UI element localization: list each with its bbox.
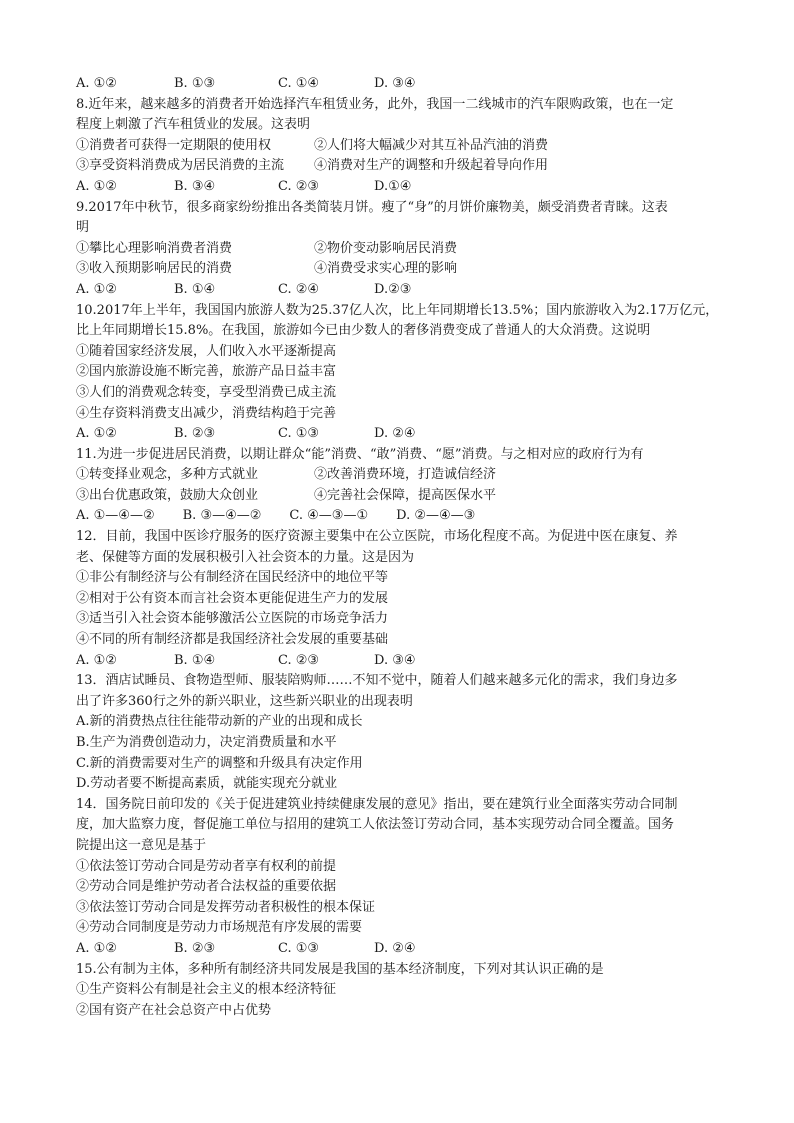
answer-option: A. ①② (76, 281, 117, 297)
statement: ①攀比心理影响消费者消费 (76, 240, 233, 256)
answer-option: B. ②③ (174, 426, 216, 442)
answer-option: B. ③④ (174, 178, 216, 194)
answer-option: C.新的消费需要对生产的调整和升级具有决定作用 (76, 755, 363, 771)
answer-row-q7 (76, 74, 726, 95)
statement: ③享受资料消费成为居民消费的主流 (76, 158, 285, 174)
question-stem: 度，加大监察力度，督促施工单位与招用的建筑工人依法签订劳动合同，基本实现劳动合同全覆盖。国务 (76, 817, 675, 833)
statement: ④完善社会保障，提高医保水平 (314, 487, 497, 503)
question-stem: 程度上刺激了汽车租赁业的发展。这表明 (76, 117, 311, 133)
question-14 (76, 795, 726, 960)
answer-option: C. ①③ (278, 426, 320, 442)
statement: ②劳动合同是维护劳动者合法权益的重要依据 (76, 879, 337, 895)
question-stem: 12．目前，我国中医诊疗服务的医疗资源主要集中在公立医院，市场化程度不高。为促进中医在康复、养 (76, 529, 678, 545)
statement-pair (76, 259, 726, 280)
answer-option: C. ②④ (278, 281, 320, 297)
statement: ③收入预期影响居民的消费 (76, 261, 233, 277)
statement-pair (76, 156, 726, 177)
statement: ④劳动合同制度是劳动力市场规范有序发展的需要 (76, 920, 363, 936)
statement: ①非公有制经济与公有制经济在国民经济中的地位平等 (76, 570, 389, 586)
answer-option: A. ①② (76, 652, 117, 668)
answer-row (76, 424, 726, 445)
answer-option: B. ①④ (174, 652, 216, 668)
statement: ②改善消费环境，打造诚信经济 (314, 467, 497, 483)
statement: ②物价变动影响居民消费 (314, 240, 458, 256)
statement: ②国内旅游设施不断完善，旅游产品日益丰富 (76, 364, 337, 380)
question-stem: 9.2017年中秋节，很多商家纷纷推出各类简装月饼。瘦了“身”的月饼价廉物美，颇受消费者青睐。这表 (76, 199, 668, 215)
answer-option: B. ②③ (174, 940, 216, 956)
answer-row (76, 506, 726, 527)
question-11 (76, 445, 726, 527)
answer-row (76, 651, 726, 672)
answer-option: A. ①② (76, 940, 117, 956)
question-stem: 院提出这一意见是基于 (76, 837, 207, 853)
exam-page (76, 74, 726, 1021)
answer-option: C. ②③ (278, 178, 320, 194)
statement: ③人们的消费观念转变，享受型消费已成主流 (76, 384, 337, 400)
statement: ③依法签订劳动合同是发挥劳动者积极性的根本保证 (76, 899, 376, 915)
answer-option: B. ①④ (174, 281, 216, 297)
answer-option: D. ②—④—③ (396, 508, 476, 524)
statement-pair (76, 136, 726, 157)
question-stem: 8.近年来，越来越多的消费者开始选择汽车租赁业务，此外，我国一二线城市的汽车限购政策，也在一定 (76, 96, 674, 112)
statement: ①随着国家经济发展，人们收入水平逐渐提高 (76, 343, 337, 359)
answer-option: D.②③ (374, 281, 412, 297)
answer-option: A. ①② (76, 76, 117, 91)
answer-option: D.劳动者要不断提高素质，就能实现充分就业 (76, 776, 338, 792)
answer-option: D. ②④ (374, 426, 416, 442)
statement: ④消费受求实心理的影响 (314, 261, 458, 277)
answer-option: D. ②④ (374, 940, 416, 956)
question-8 (76, 95, 726, 198)
answer-option: B.生产为消费创造动力，决定消费质量和水平 (76, 735, 337, 750)
statement: ②国有资产在社会总资产中占优势 (76, 1002, 272, 1018)
statement: ④消费对生产的调整和升级起着导向作用 (314, 158, 549, 174)
answer-row (76, 177, 726, 198)
statement: ②人们将大幅减少对其互补品汽油的消费 (314, 137, 549, 153)
answer-option: C. ①③ (278, 940, 320, 956)
answer-option: A.新的消费热点往往能带动新的产业的出现和成长 (76, 714, 363, 730)
answer-option: D. ③④ (374, 76, 416, 91)
question-stem: 15.公有制为主体，多种所有制经济共同发展是我国的基本经济制度，下列对其认识正确的是 (76, 961, 604, 977)
question-13 (76, 671, 726, 795)
answer-row (76, 939, 726, 960)
answer-option: A. ①② (76, 426, 117, 442)
statement: ①转变择业观念，多种方式就业 (76, 467, 259, 483)
question-stem: 14．国务院日前印发的《关于促进建筑业持续健康发展的意见》指出，要在建筑行业全面落实劳动合同制 (76, 796, 678, 812)
question-9 (76, 198, 726, 301)
statement: ④不同的所有制经济都是我国经济社会发展的重要基础 (76, 632, 389, 648)
question-stem: 出了许多360行之外的新兴职业，这些新兴职业的出现表明 (76, 693, 413, 709)
question-stem: 比上年同期增长15.8%。在我国，旅游如今已由少数人的奢侈消费变成了普通人的大众消费。这说明 (76, 323, 651, 339)
statement: ④生存资料消费支出减少，消费结构趋于完善 (76, 405, 337, 421)
answer-option: D. ③④ (374, 652, 416, 668)
answer-option: B. ①③ (174, 76, 216, 91)
statement-pair (76, 239, 726, 260)
question-stem: 老、保健等方面的发展积极引入社会资本的力量。这是因为 (76, 549, 415, 565)
answer-option: B. ③—④—② (182, 508, 262, 524)
statement: ①消费者可获得一定期限的使用权 (76, 137, 272, 153)
answer-option: C. ④—③—① (289, 508, 369, 524)
question-stem: 10.2017年上半年，我国国内旅游人数为25.37亿人次，比上年同期增长13.5%；国内旅游收入为2.17万亿元， (76, 302, 719, 318)
question-stem: 11.为进一步促进居民消费，以期让群众“能”消费、“敢”消费、“愿”消费。与之相对应的政府行为有 (76, 446, 644, 462)
answer-option: A. ①—④—② (76, 508, 155, 524)
statement: ①生产资料公有制是社会主义的根本经济特征 (76, 982, 337, 998)
answer-option: A. ①② (76, 178, 117, 194)
answer-option: D.①④ (374, 178, 412, 194)
statement-pair (76, 486, 726, 507)
answer-option: C. ②③ (278, 652, 320, 668)
question-15 (76, 960, 726, 1022)
answer-option: C. ①④ (278, 76, 320, 91)
statement: ③出台优惠政策，鼓励大众创业 (76, 487, 259, 503)
statement: ③适当引入社会资本能够激活公立医院的市场竞争活力 (76, 611, 389, 627)
question-stem: 明 (76, 220, 90, 236)
answer-row (76, 280, 726, 301)
statement-pair (76, 465, 726, 486)
question-10 (76, 301, 726, 445)
statement: ②相对于公有资本而言社会资本更能促进生产力的发展 (76, 590, 389, 606)
statement: ①依法签订劳动合同是劳动者享有权利的前提 (76, 858, 337, 874)
question-12 (76, 527, 726, 671)
question-stem: 13．酒店试睡员、食物造型师、服装陪购师……不知不觉中，随着人们越来越多元化的需求，我们身边多 (76, 673, 678, 689)
